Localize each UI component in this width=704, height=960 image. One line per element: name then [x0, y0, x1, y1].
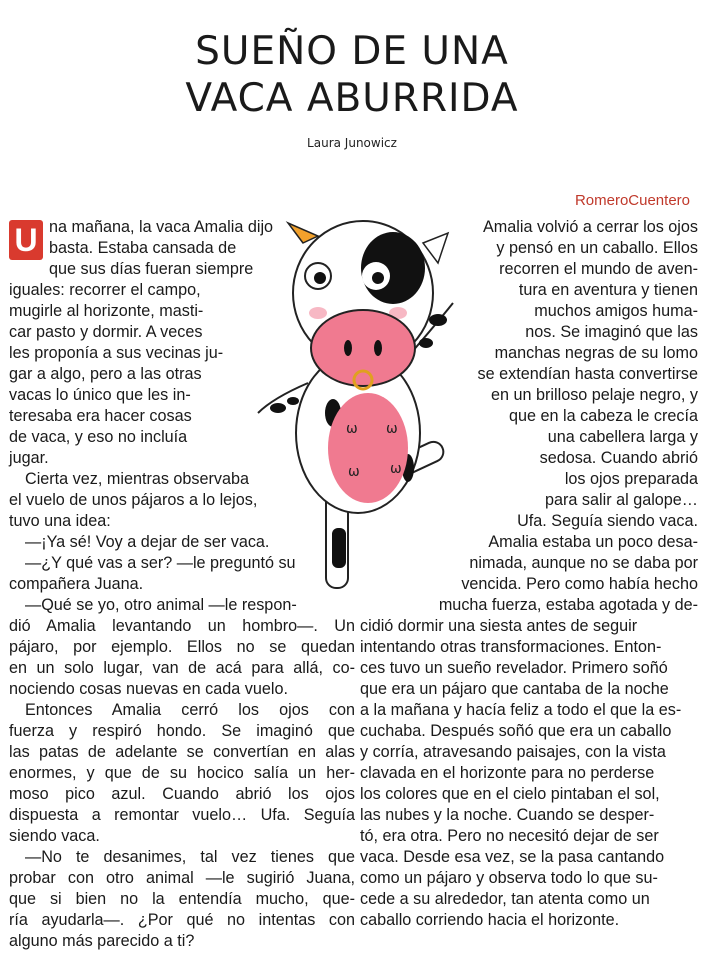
- text-line: gar a algo, pero a las otras: [9, 365, 202, 383]
- text-line: dió Amalia levantando un hombro—. Un: [9, 617, 355, 635]
- text-line: vacas lo único que les in-: [9, 386, 191, 404]
- text-line: Entonces Amalia cerró los ojos con: [25, 701, 355, 719]
- text-line: na mañana, la vaca Amalia dijo: [49, 218, 274, 236]
- text-line: cuchaba. Después soñó que era un caballo: [360, 722, 672, 740]
- text-line: los ojos preparada: [564, 470, 698, 488]
- text-line: mugirle al horizonte, masti-: [9, 302, 204, 320]
- text-line: fuerza y respiró hondo. Se imaginó que: [9, 722, 355, 740]
- text-line: Cierta vez, mientras observaba: [25, 470, 250, 488]
- text-line: clavada en el horizonte para no perderse: [360, 764, 655, 782]
- text-line: nos. Se imaginó que las: [525, 323, 698, 341]
- text-line: les proponía a sus vecinas ju-: [9, 344, 224, 362]
- text-line: alguno más parecido a ti?: [9, 932, 195, 950]
- svg-text:ω: ω: [386, 421, 398, 437]
- credit-label: RomeroCuentero: [574, 192, 690, 209]
- text-line: cidió dormir una siesta antes de seguir: [360, 617, 638, 635]
- text-line: car pasto y dormir. A veces: [9, 323, 203, 341]
- text-line: vaca. Desde esa vez, se la pasa cantando: [360, 848, 665, 866]
- text-line: para salir al galope…: [545, 491, 698, 509]
- text-line: moso pico azul. Cuando abrió los ojos: [9, 785, 355, 803]
- text-line: a la mañana y hacía feliz a todo el que la es-: [360, 701, 682, 719]
- drop-cap: U: [9, 220, 43, 260]
- text-line: una cabellera larga y: [547, 428, 698, 446]
- text-line: Ufa. Seguía siendo vaca.: [517, 512, 698, 530]
- text-line: el vuelo de unos pájaros a lo lejos,: [9, 491, 258, 509]
- text-line: caballo corriendo hacia el horizonte.: [360, 911, 620, 929]
- text-line: que sus días fueran siempre: [49, 260, 254, 278]
- text-line: jugar.: [9, 449, 49, 467]
- text-line: basta. Estaba cansada de: [49, 239, 237, 257]
- text-line: las patas de adelante se convertían en alas: [9, 743, 355, 761]
- text-line: que si bien no la entendía mucho, que-: [9, 890, 355, 908]
- text-line: —No te desanimes, tal vez tienes que: [25, 848, 355, 866]
- text-line: recorren el mundo de aven-: [499, 260, 698, 278]
- left-column: [9, 217, 355, 952]
- text-line: probar con otro animal —le sugirió Juana,: [9, 869, 355, 887]
- text-line: y pensó en un caballo. Ellos: [496, 239, 698, 257]
- text-line: muchos amigos huma-: [534, 302, 698, 320]
- story-title: [0, 28, 704, 122]
- text-line: nimada, aunque no se daba por: [469, 554, 698, 572]
- text-line: de vaca, y eso no incluía: [9, 428, 188, 446]
- text-line: intentando otras transformaciones. Enton-: [360, 638, 662, 656]
- right-column: [360, 217, 698, 931]
- text-line: enormes, y que de su hocico salía un her-: [9, 764, 355, 782]
- text-line: las nubes y la noche. Cuando se desper-: [360, 806, 655, 824]
- text-line: pájaro, por ejemplo. Ellos no se quedan: [9, 638, 355, 656]
- text-line: siendo vaca.: [9, 827, 100, 845]
- text-line: tuvo una idea:: [9, 512, 111, 530]
- text-line: se extendían hasta convertirse: [477, 365, 698, 383]
- text-line: nociendo cosas nuevas en cada vuelo.: [9, 680, 288, 698]
- text-line: los colores que en el cielo pintaban el sol,: [360, 785, 660, 803]
- text-line: mucha fuerza, estaba agotada y de-: [438, 596, 698, 614]
- text-line: cede a su alrededor, tan atenta como un: [360, 890, 650, 908]
- text-line: en un brilloso pelaje negro, y: [491, 386, 698, 404]
- svg-text:ω: ω: [390, 461, 402, 477]
- text-line: manchas negras de su lomo: [494, 344, 698, 362]
- author-name: Laura Junowicz: [307, 136, 397, 150]
- text-line: en un solo lugar, van de acá para allá, co-: [9, 659, 355, 677]
- text-line: ces tuvo un sueño revelador. Primero soñó: [360, 659, 668, 677]
- text-line: —¡Ya sé! Voy a dejar de ser vaca.: [25, 533, 270, 551]
- text-line: teresaba era hacer cosas: [9, 407, 192, 425]
- text-line: —Qué se yo, otro animal —le respon-: [25, 596, 297, 614]
- text-line: tó, era otra. Pero no necesitó dejar de ser: [360, 827, 659, 845]
- text-line: Amalia estaba un poco desa-: [488, 533, 698, 551]
- text-line: sedosa. Cuando abrió: [539, 449, 698, 467]
- text-line: Amalia volvió a cerrar los ojos: [482, 218, 698, 236]
- text-line: —¿Y qué vas a ser? —le preguntó su: [25, 554, 296, 572]
- title-line-2: VACA ABURRIDA: [185, 76, 519, 121]
- svg-text:ω: ω: [346, 421, 358, 437]
- text-line: ría ayudarla—. ¿Por qué no intentas con: [9, 911, 355, 929]
- text-line: como un pájaro y observa todo lo que su-: [360, 869, 658, 887]
- text-line: compañera Juana.: [9, 575, 144, 593]
- text-line: tura en aventura y tienen: [518, 281, 698, 299]
- text-line: vencida. Pero como había hecho: [461, 575, 698, 593]
- text-line: y corría, atravesando paisajes, con la vista: [360, 743, 666, 761]
- title-line-1: SUEÑO DE UNA: [195, 29, 509, 74]
- svg-text:ω: ω: [348, 464, 360, 480]
- text-line: iguales: recorrer el campo,: [9, 281, 201, 299]
- text-line: dispuesta a remontar vuelo… Ufa. Seguía: [9, 806, 355, 824]
- text-line: que en la cabeza le crecía: [509, 407, 698, 425]
- text-line: que era un pájaro que cantaba de la noche: [360, 680, 669, 698]
